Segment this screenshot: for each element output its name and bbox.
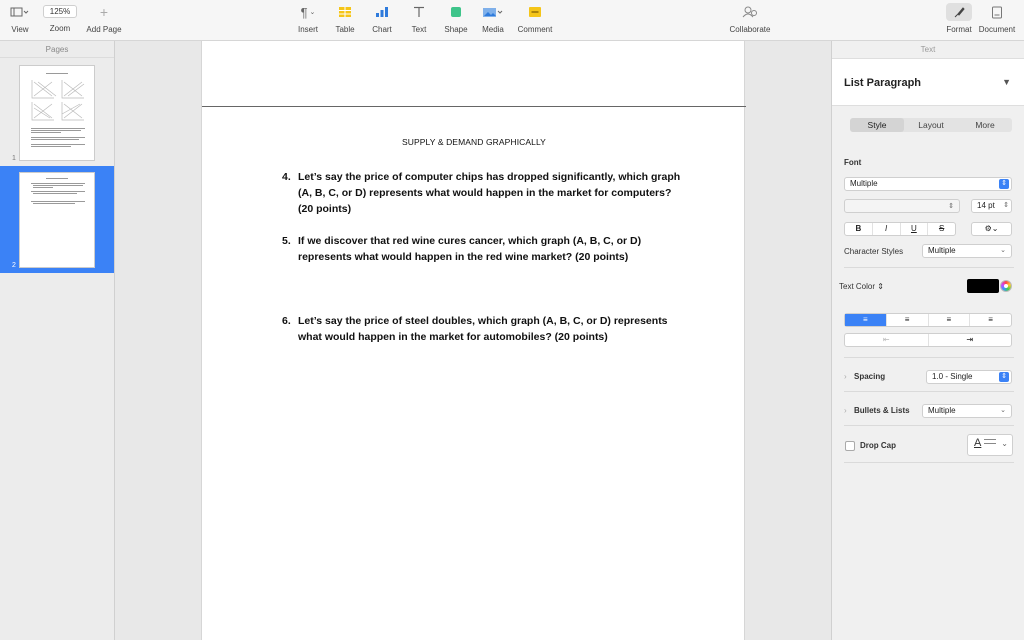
divider — [844, 267, 1014, 268]
font-family-value: Multiple — [850, 179, 878, 188]
shape-button[interactable] — [442, 0, 470, 41]
bold-button[interactable]: B — [845, 223, 873, 235]
tab-style[interactable]: Style — [850, 118, 904, 132]
spacing-select[interactable] — [926, 370, 1012, 384]
insert-label: Insert — [297, 25, 318, 34]
decrease-indent-button[interactable] — [845, 334, 929, 346]
bullets-lists-value: Multiple — [928, 406, 956, 415]
stepper-icon[interactable]: ⇕ — [1003, 202, 1009, 209]
up-down-arrows-icon: ⇕ — [999, 179, 1009, 189]
indent-buttons — [844, 333, 1012, 347]
table-icon — [338, 0, 352, 24]
zoom-control[interactable] — [41, 0, 79, 41]
add-page-label: Add Page — [86, 25, 122, 34]
bullets-lists-select[interactable] — [922, 404, 1012, 418]
document-icon — [991, 0, 1003, 24]
disclosure-triangle-icon[interactable]: › — [844, 406, 847, 415]
page-thumbnail-2[interactable] — [0, 166, 114, 273]
drop-cap-glyph: A — [974, 437, 982, 449]
page-break-line — [202, 106, 746, 107]
table-label: Table — [335, 25, 355, 34]
view-button[interactable] — [8, 0, 32, 41]
underline-button[interactable]: U — [901, 223, 929, 235]
comment-button[interactable] — [516, 0, 554, 41]
pilcrow-icon: ¶ ⌄ — [300, 4, 316, 20]
chevron-down-icon: ⌄ — [1000, 407, 1006, 414]
align-right-icon: ≡ — [946, 315, 952, 324]
spacing-label[interactable]: Spacing — [854, 372, 886, 381]
question-number: 4. — [282, 171, 291, 183]
media-icon — [482, 0, 504, 24]
document-label: Document — [978, 25, 1016, 34]
insert-button[interactable] — [294, 0, 322, 41]
format-button[interactable] — [944, 0, 974, 41]
drop-cap-label: Drop Cap — [860, 441, 896, 450]
view-icon — [10, 0, 30, 24]
collaborate-label: Collaborate — [729, 25, 771, 34]
divider — [844, 462, 1014, 463]
paintbrush-icon — [946, 3, 972, 21]
decrease-indent-icon: ⇤ — [882, 335, 890, 344]
strikethrough-button[interactable]: S — [938, 224, 945, 233]
document-canvas[interactable] — [115, 41, 831, 640]
inspector-tabs — [850, 118, 1012, 132]
collaborate-button[interactable] — [726, 0, 774, 41]
divider — [844, 357, 1014, 358]
character-styles-select[interactable] — [922, 244, 1012, 258]
triangle-down-icon: ▼ — [1002, 77, 1011, 87]
shape-label: Shape — [444, 25, 468, 34]
bullets-lists-label[interactable]: Bullets & Lists — [854, 406, 910, 415]
paragraph-style-name: List Paragraph — [844, 77, 922, 89]
text-style-buttons — [844, 222, 956, 236]
divider — [844, 391, 1014, 392]
page-thumbnail-image — [19, 65, 95, 161]
question-text: If we discover that red wine cures cancer, which graph (A, B, C, or D) represents what would happen in the red wine market? (20 points) — [298, 235, 642, 263]
font-section-label: Font — [844, 158, 862, 167]
paragraph-style-selector[interactable] — [832, 58, 1024, 106]
question-text: Let’s say the price of steel doubles, which graph (A, B, C, or D) represents what would happen in the market for automobiles? (20 points) — [298, 315, 668, 343]
shape-icon — [450, 0, 462, 24]
text-label: Text — [411, 25, 427, 34]
question-item[interactable] — [282, 313, 682, 345]
justify-icon: ≡ — [988, 315, 993, 324]
table-button[interactable] — [332, 0, 358, 41]
text-color-swatch[interactable] — [967, 279, 999, 293]
character-styles-value: Multiple — [928, 246, 956, 255]
align-left-icon: ≡ — [863, 315, 868, 324]
inspector-title: Text — [920, 45, 936, 54]
add-page-button[interactable] — [84, 0, 124, 41]
gear-icon: ⚙⌄ — [984, 224, 999, 233]
pages-title: Pages — [0, 41, 114, 58]
font-size-field[interactable] — [971, 199, 1012, 213]
alignment-buttons — [844, 313, 1012, 327]
text-color-label[interactable]: Text Color ⇕ — [839, 282, 884, 291]
color-wheel-icon[interactable] — [1000, 280, 1012, 292]
drop-cap-style-button[interactable] — [967, 434, 1013, 456]
format-label: Format — [946, 25, 972, 34]
document-page[interactable] — [201, 41, 745, 640]
font-size-value: 14 pt — [977, 201, 995, 210]
align-left-button[interactable] — [845, 314, 887, 326]
chart-label: Chart — [372, 25, 392, 34]
comment-label: Comment — [517, 25, 553, 34]
question-item[interactable] — [282, 169, 682, 217]
zoom-label: Zoom — [49, 24, 71, 33]
zoom-value[interactable]: 125% — [43, 5, 77, 18]
up-down-arrows-icon: ⇕ — [999, 372, 1009, 382]
justify-button[interactable] — [970, 314, 1011, 326]
question-number: 6. — [282, 315, 291, 327]
comment-icon — [528, 0, 542, 24]
page-thumbnail-image — [19, 172, 95, 268]
divider — [844, 425, 1014, 426]
increase-indent-button[interactable] — [929, 334, 1012, 346]
text-options-button[interactable] — [971, 222, 1012, 236]
media-label: Media — [482, 25, 504, 34]
format-inspector — [831, 41, 1024, 640]
font-typeface-select[interactable] — [844, 199, 960, 213]
view-label: View — [11, 25, 29, 34]
text-box-icon — [412, 0, 426, 24]
page-number: 1 — [12, 155, 16, 162]
tab-layout[interactable]: Layout — [918, 120, 944, 130]
align-center-icon: ≡ — [904, 315, 910, 324]
up-down-chevron-icon: ⇕ — [948, 203, 954, 210]
tab-more[interactable]: More — [975, 120, 995, 130]
drop-cap-checkbox[interactable] — [845, 441, 855, 451]
text-button[interactable] — [408, 0, 430, 41]
collaborate-icon — [742, 0, 758, 24]
increase-indent-icon: ⇥ — [966, 335, 974, 344]
italic-button[interactable]: I — [873, 223, 901, 235]
character-styles-label: Character Styles — [844, 247, 904, 256]
toolbar — [0, 0, 1024, 41]
chevron-down-icon: ⌄ — [1001, 439, 1008, 448]
font-family-select[interactable] — [844, 177, 1012, 191]
question-number: 5. — [282, 235, 291, 247]
document-title[interactable]: SUPPLY & DEMAND GRAPHICALLY — [402, 137, 546, 147]
media-button[interactable] — [480, 0, 506, 41]
question-text: Let’s say the price of computer chips has dropped significantly, which graph (A, B, C, or D) represents what would happen in the market for computers? (20 points) — [298, 171, 681, 215]
drop-cap-lines-icon — [984, 439, 996, 444]
align-right-button[interactable] — [929, 314, 971, 326]
document-button[interactable] — [976, 0, 1018, 41]
spacing-value: 1.0 - Single — [932, 372, 973, 381]
align-center-button[interactable] — [887, 314, 929, 326]
question-item[interactable] — [282, 233, 682, 265]
pages-sidebar — [0, 41, 115, 640]
disclosure-triangle-icon[interactable]: › — [844, 372, 847, 381]
page-number: 2 — [12, 262, 16, 269]
plus-icon: + — [99, 4, 109, 20]
chevron-down-icon: ⌄ — [1000, 247, 1006, 254]
up-down-chevron-icon: ⇕ — [877, 282, 884, 291]
chart-button[interactable] — [369, 0, 395, 41]
bar-chart-icon — [375, 0, 389, 24]
page-thumbnail-1[interactable] — [0, 59, 114, 166]
